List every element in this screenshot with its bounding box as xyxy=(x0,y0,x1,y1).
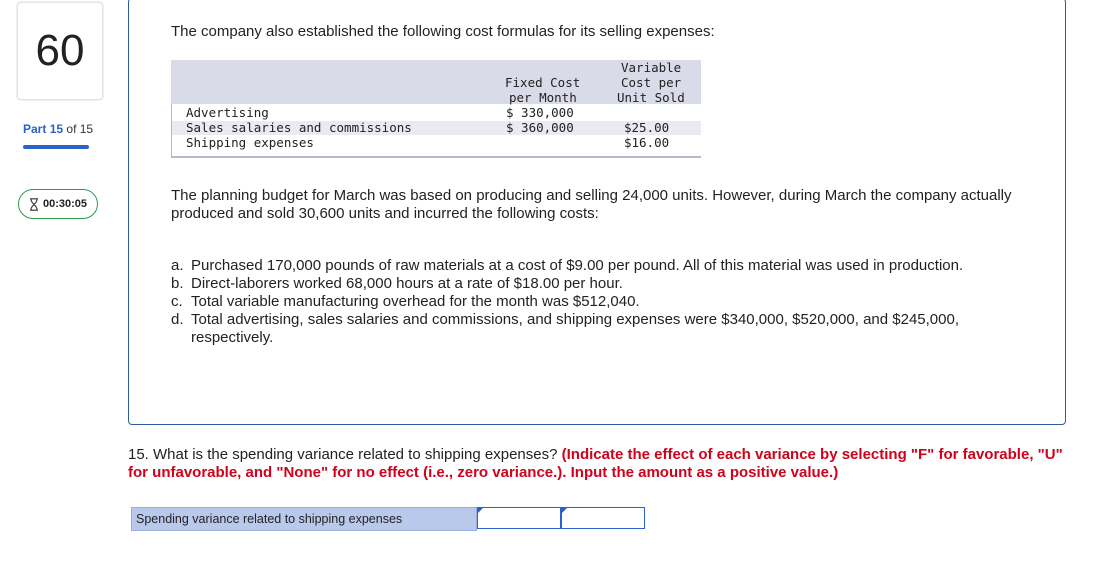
list-item-text: Total advertising, sales salaries and commissions, and shipping expenses were $340,000, $520,000, and $245,000, respectively. xyxy=(191,311,959,346)
row-label: Sales salaries and commissions xyxy=(186,120,412,135)
row-fixed: $ 330,000 xyxy=(506,105,574,120)
header-fixed-line2: per Month xyxy=(509,90,577,105)
actual-costs-list xyxy=(171,257,1021,347)
dropdown-marker-icon xyxy=(478,508,483,513)
list-item xyxy=(171,257,1021,275)
timer[interactable] xyxy=(18,189,98,219)
part-progress-bar xyxy=(23,145,89,149)
cost-formula-table xyxy=(171,60,701,164)
amount-input[interactable] xyxy=(561,507,645,529)
list-item-text: Direct-laborers worked 68,000 hours at a rate of $18.00 per hour. xyxy=(191,275,623,292)
part-label: Part 15 xyxy=(23,122,64,136)
hourglass-icon xyxy=(29,198,39,211)
list-item-text: Total variable manufacturing overhead for the month was $512,040. xyxy=(191,293,640,310)
header-variable-line3: Unit Sold xyxy=(617,90,685,105)
list-item xyxy=(171,293,1021,311)
question-prompt xyxy=(128,446,1068,482)
answer-label: Spending variance related to shipping expenses xyxy=(131,507,477,531)
question-number: 60 xyxy=(35,26,85,75)
list-marker: d. xyxy=(171,311,184,328)
table-left-rule xyxy=(171,104,172,156)
planning-paragraph: The planning budget for March was based on producing and selling 24,000 units. However, during March the company actually produced and sold 30,600 units and incurred the following costs: xyxy=(171,187,1012,222)
question-number-card[interactable] xyxy=(17,2,103,100)
part-total: of 15 xyxy=(66,122,94,136)
question-instruction: (Indicate the effect of each variance by selecting "F" for favorable, "U" for unfavorable, and "None" for no effect (i.e., zero variance.). Input the amount as a positive value.) xyxy=(128,446,1063,481)
row-fixed: $ 360,000 xyxy=(506,120,574,135)
header-variable-line1: Variable xyxy=(621,60,682,75)
list-item xyxy=(171,311,1021,347)
header-variable-line2: Cost per xyxy=(621,75,682,90)
timer-value: 00:30:05 xyxy=(42,198,88,210)
row-label: Advertising xyxy=(186,105,269,120)
effect-select[interactable] xyxy=(477,507,561,529)
answer-row xyxy=(131,507,645,531)
list-item xyxy=(171,275,1021,293)
part-indicator xyxy=(23,122,93,136)
question-text: 15. What is the spending variance related to shipping expenses? xyxy=(128,446,558,463)
input-marker-icon xyxy=(562,508,567,513)
header-fixed-line1: Fixed Cost xyxy=(505,75,581,90)
list-item-text: Purchased 170,000 pounds of raw materials at a cost of $9.00 per pound. All of this material was used in production. xyxy=(191,257,964,274)
row-label: Shipping expenses xyxy=(186,135,314,150)
list-marker: a. xyxy=(171,257,184,274)
row-variable: $16.00 xyxy=(624,135,670,150)
list-marker: b. xyxy=(171,275,184,292)
intro-text: The company also established the following cost formulas for its selling expenses: xyxy=(171,23,715,40)
row-variable: $25.00 xyxy=(624,120,670,135)
list-marker: c. xyxy=(171,293,183,310)
table-bottom-rule xyxy=(171,156,701,158)
